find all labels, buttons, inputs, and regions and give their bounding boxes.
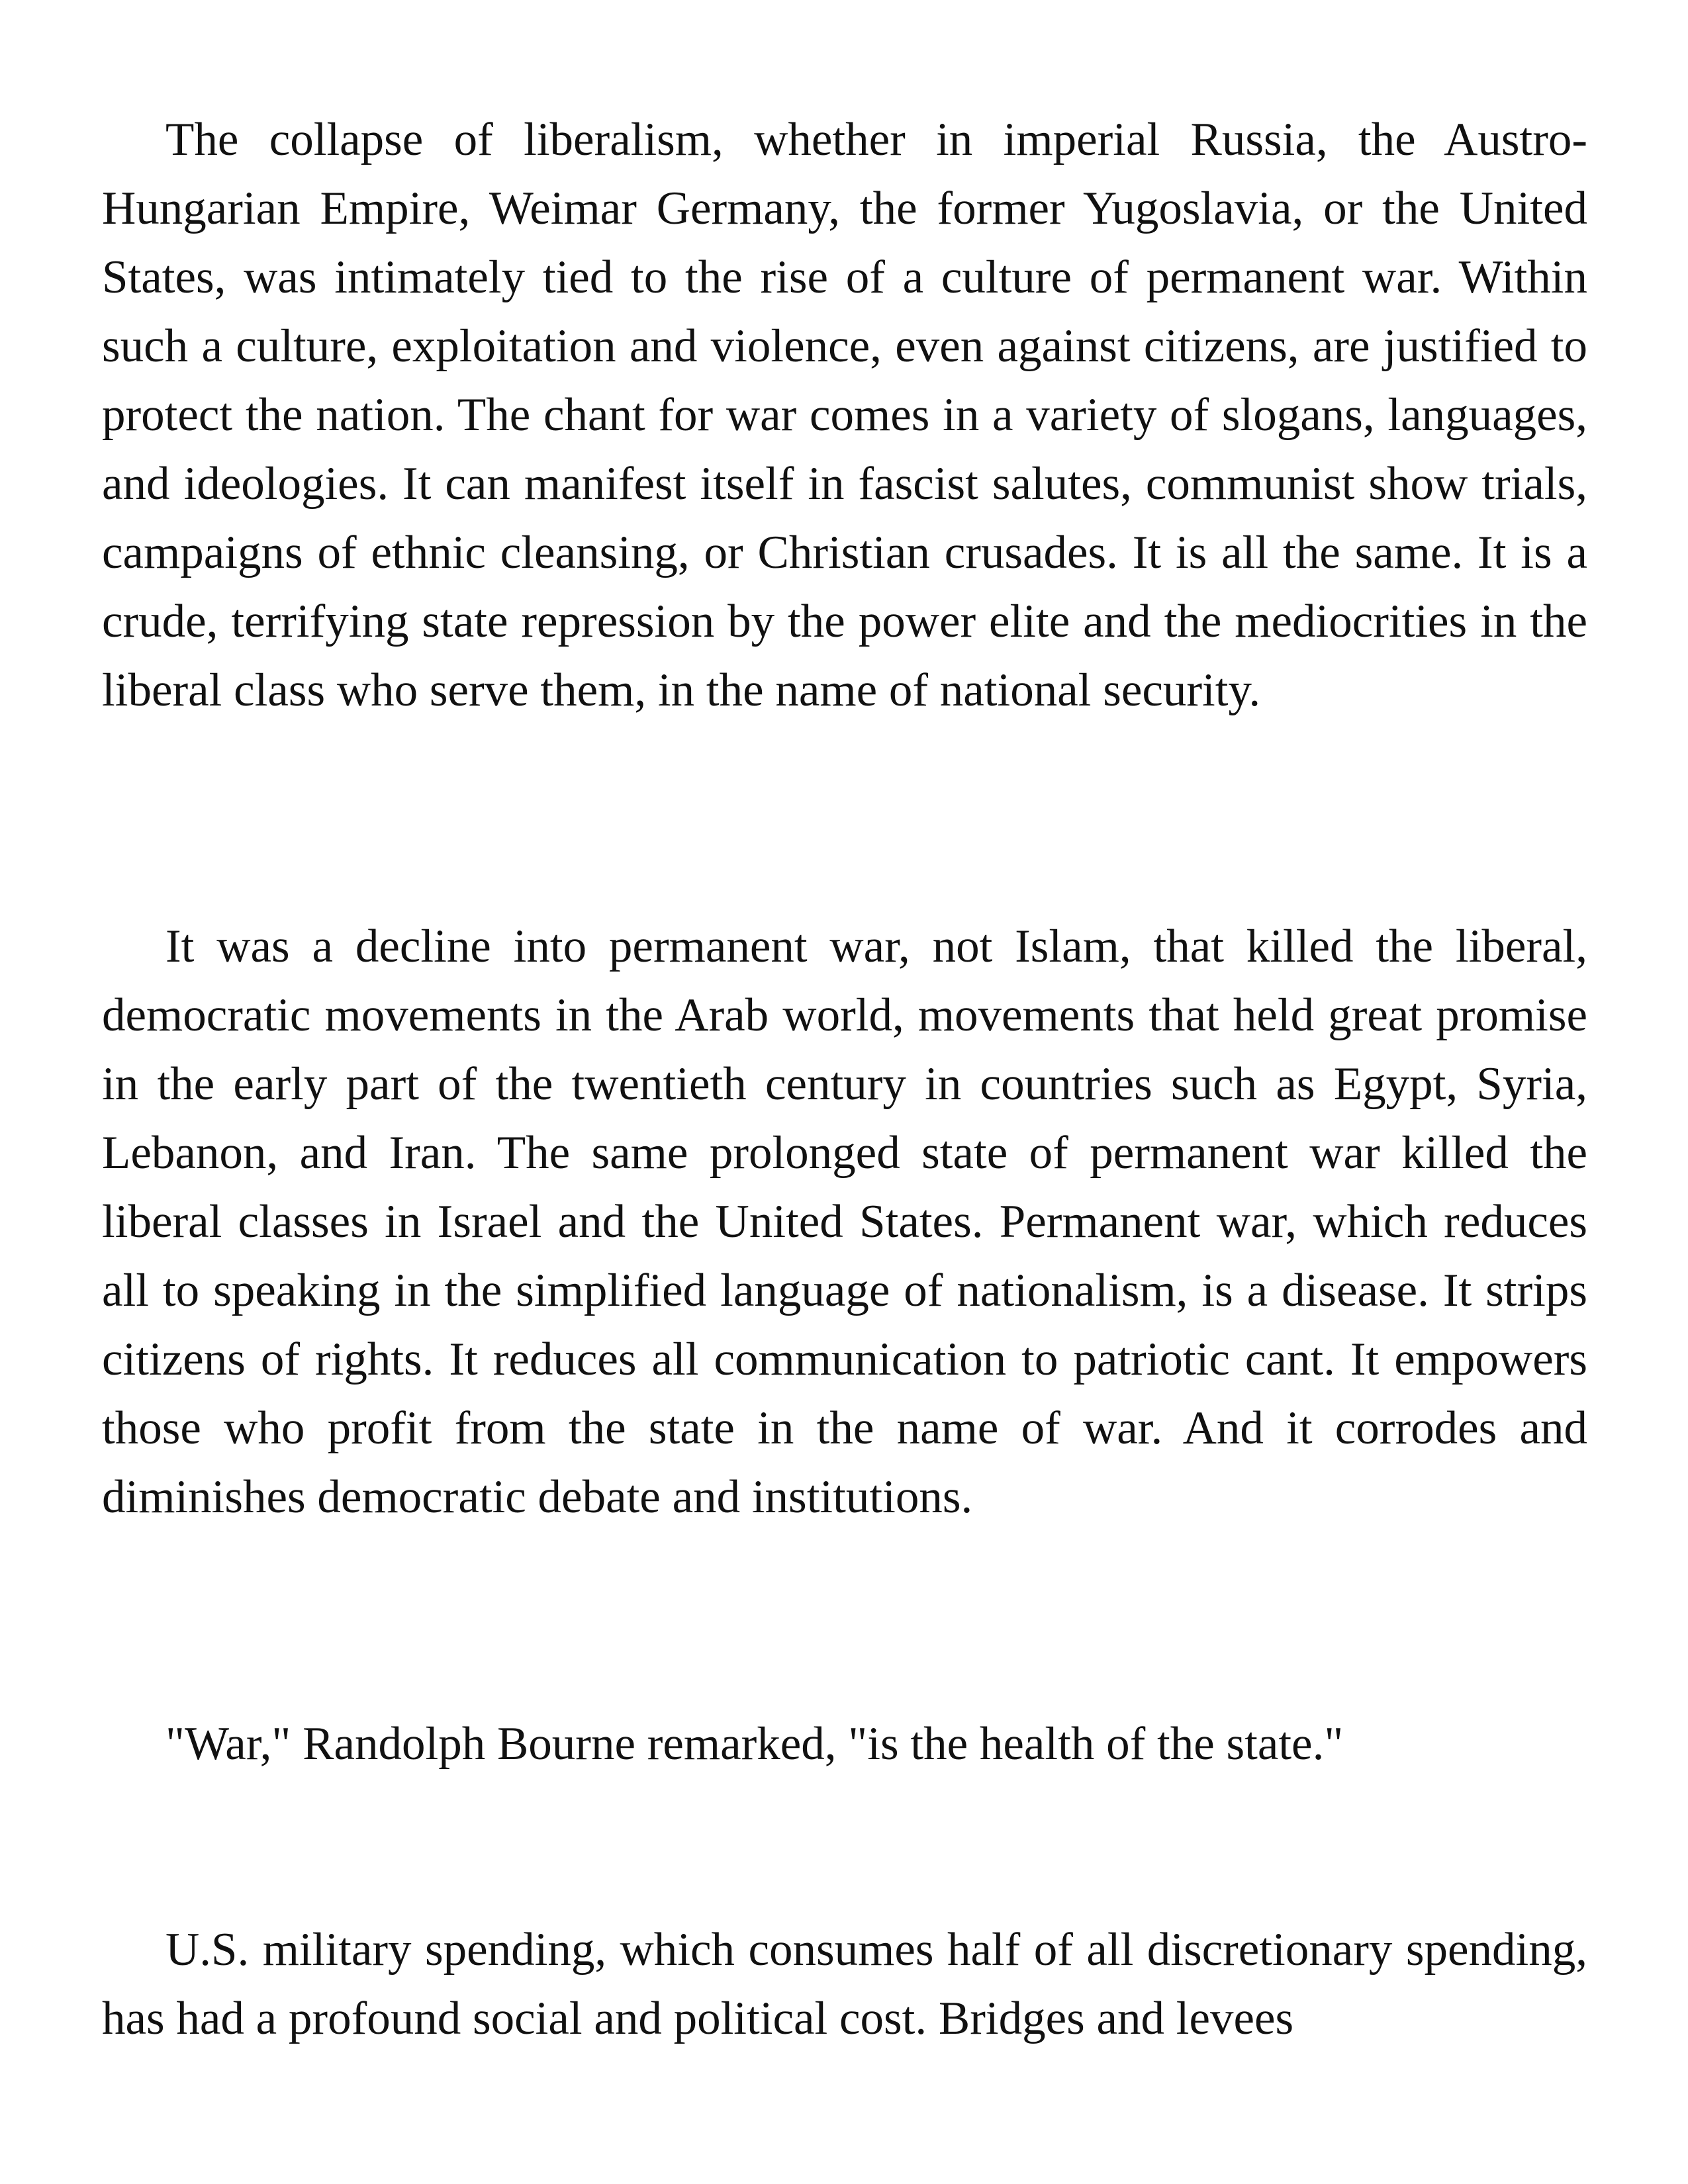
paragraph-3: "War," Randolph Bourne remarked, "is the health of the state." xyxy=(165,1718,1344,1770)
paragraph-1: The collapse of liberalism, whether in imperial Russia, the Austro-Hungarian Empire, Weimar Germany, the former Yugoslavia, or the United States, was intimately tied to the rise of a culture of permanent war. Within such a culture, exploitation and violence, even against citizens, are justified to protect the nation. The chant for war comes in a variety of slogans, languages, and ideologies. It can manifest itself in fascist salutes, communist show trials, campaigns of ethnic cleansing, or Christian crusades. It is all the same. It is a crude, terrifying state repression by the power elite and the mediocrities in the liberal class who serve them, in the name of national security. xyxy=(102,114,1587,716)
paragraph-2: It was a decline into permanent war, not Islam, that killed the liberal, democratic movements in the Arab world, movements that held great promise in the early part of the twentieth century in countries such as Egypt, Syria, Lebanon, and Iran. The same prolonged state of permanent war killed the liberal classes in Israel and the United States. Permanent war, which reduces all to speaking in the simplified language of nationalism, is a disease. It strips citizens of rights. It reduces all communication to patriotic cant. It empowers those who profit from the state in the name of war. And it corrodes and diminishes democratic debate and institutions. xyxy=(102,921,1587,1523)
paragraph-4: U.S. military spending, which consumes half of all discretionary spending, has had a profound social and political cost. Bridges and levees xyxy=(102,1924,1587,2044)
